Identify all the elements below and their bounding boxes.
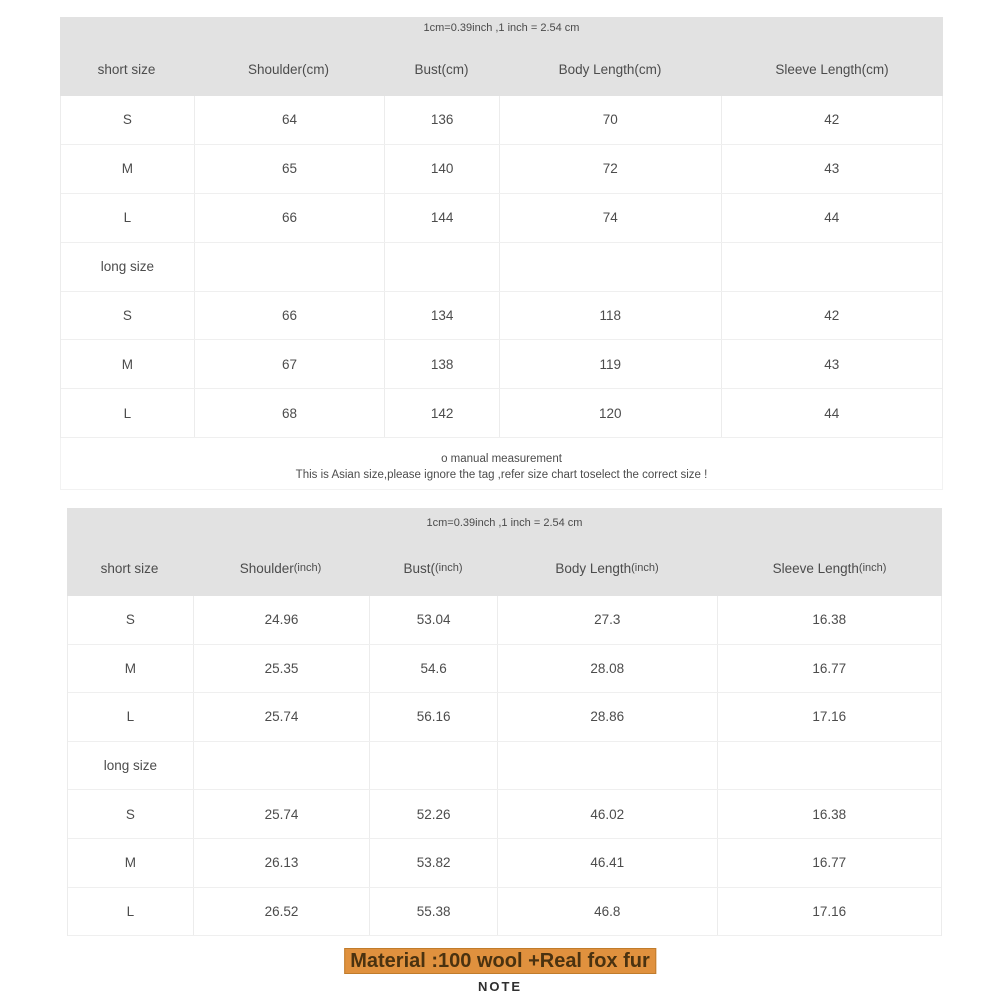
size-cell: long size (100, 259, 154, 275)
material-label: Material :100 wool +Real fox fur (344, 948, 656, 974)
footnote-measurement: o manual measurement (441, 453, 562, 466)
column-header (497, 545, 717, 591)
column-header (717, 545, 942, 591)
measurement-cell: 46.02 (497, 790, 717, 838)
measurement-cell: 25.74 (193, 790, 370, 838)
column-header-unit: (cm) (634, 61, 662, 77)
size-cell: S (122, 308, 132, 323)
measurement-cell: 54.6 (369, 645, 497, 693)
column-header-label: Sleeve Length (772, 560, 859, 576)
conversion-note: 1cm=0.39inch ,1 inch = 2.54 cm (423, 22, 580, 34)
table-header-cm (60, 17, 943, 96)
measurement-cell: 44 (721, 194, 943, 242)
table-row (68, 742, 941, 791)
measurement-cell: 67 (194, 340, 385, 388)
column-header-label: Shoulder (247, 61, 303, 77)
table-row (68, 693, 941, 742)
table-row (68, 596, 941, 645)
measurement-cell: 74 (499, 194, 721, 242)
size-cell: L (126, 903, 135, 919)
table-row (61, 96, 942, 145)
column-header-label: Sleeve Length (775, 61, 862, 77)
table-body-cm (60, 96, 943, 438)
size-cell: S (125, 806, 135, 822)
table-row (61, 145, 942, 194)
measurement-cell: 28.08 (497, 645, 717, 693)
measurement-cell: 28.86 (497, 693, 717, 741)
column-header-unit: (cm) (302, 61, 330, 77)
measurement-cell: 17.16 (717, 693, 941, 741)
table-row (68, 645, 941, 694)
table-footnotes (60, 438, 943, 490)
column-header-label: Body Length (555, 560, 632, 576)
size-cell: long size (103, 758, 157, 774)
column-header-row (60, 46, 943, 92)
measurement-cell: 43 (721, 340, 943, 388)
column-header-label: Shoulder (239, 560, 294, 576)
measurement-cell: 24.96 (193, 596, 370, 644)
measurement-cell: 16.38 (717, 790, 941, 838)
measurement-cell: 66 (194, 292, 385, 340)
column-header (60, 46, 193, 92)
table-header-inch (67, 508, 942, 596)
measurement-cell (499, 243, 721, 291)
measurement-cell: 25.35 (193, 645, 370, 693)
measurement-cell: 120 (499, 389, 721, 437)
size-cell: M (121, 161, 133, 177)
measurement-cell (497, 742, 717, 790)
measurement-cell: 17.16 (717, 888, 941, 936)
size-cell: S (125, 612, 135, 628)
column-header (721, 46, 943, 92)
measurement-cell: 42 (721, 96, 943, 144)
measurement-cell: 52.26 (369, 790, 497, 838)
measurement-cell: 56.16 (369, 693, 497, 741)
column-header-label: short size (97, 61, 156, 77)
table-row (61, 194, 942, 243)
measurement-cell: 138 (384, 340, 499, 388)
column-header-unit: (inch) (435, 562, 463, 574)
note-label-clipped (477, 978, 523, 994)
column-header (193, 46, 384, 92)
size-cell: S (122, 112, 132, 128)
measurement-cell (194, 243, 385, 291)
table-row (68, 888, 941, 937)
size-cell: M (121, 356, 133, 372)
column-header-label: Bust( (403, 560, 435, 576)
column-header-unit: (cm) (861, 61, 889, 77)
size-cell: L (123, 210, 132, 226)
measurement-cell: 134 (384, 292, 499, 340)
column-header-label: short size (100, 560, 159, 576)
measurement-cell (384, 243, 499, 291)
measurement-cell: 46.8 (497, 888, 717, 936)
column-header-label: Bust (414, 61, 442, 77)
measurement-cell: 65 (194, 145, 385, 193)
measurement-cell: 144 (384, 194, 499, 242)
measurement-cell: 27.3 (497, 596, 717, 644)
column-header-unit: (inch) (858, 562, 887, 574)
column-header (369, 545, 497, 591)
column-header (192, 545, 369, 591)
measurement-cell: 26.13 (193, 839, 370, 887)
table-row (61, 389, 942, 438)
column-header-row (67, 545, 942, 591)
table-body-inch (67, 596, 942, 936)
measurement-cell: 119 (499, 340, 721, 388)
column-header-unit: (inch) (631, 562, 659, 574)
measurement-cell: 53.82 (369, 839, 497, 887)
measurement-cell (721, 243, 943, 291)
column-header-unit: (cm) (441, 61, 469, 77)
measurement-cell: 136 (384, 96, 499, 144)
column-header-unit: (inch) (293, 562, 322, 574)
measurement-cell: 42 (721, 292, 943, 340)
measurement-cell: 44 (721, 389, 943, 437)
measurement-cell: 70 (499, 96, 721, 144)
size-cell: M (124, 660, 136, 676)
measurement-cell (717, 742, 941, 790)
conversion-note: 1cm=0.39inch ,1 inch = 2.54 cm (426, 517, 583, 529)
size-cell: L (126, 709, 135, 725)
column-header (384, 46, 499, 92)
measurement-cell (193, 742, 370, 790)
column-header-label: Body Length (558, 61, 635, 77)
measurement-cell: 118 (499, 292, 721, 340)
table-row (68, 839, 941, 888)
table-row (68, 790, 941, 839)
measurement-cell: 43 (721, 145, 943, 193)
table-row (61, 340, 942, 389)
measurement-cell: 72 (499, 145, 721, 193)
measurement-cell: 53.04 (369, 596, 497, 644)
measurement-cell (369, 742, 497, 790)
measurement-cell: 16.77 (717, 645, 941, 693)
column-header (67, 545, 192, 591)
measurement-cell: 16.77 (717, 839, 941, 887)
size-cell: M (124, 855, 136, 871)
table-row (61, 243, 942, 292)
measurement-cell: 26.52 (193, 888, 370, 936)
measurement-cell: 46.41 (497, 839, 717, 887)
column-header (499, 46, 721, 92)
measurement-cell: 142 (384, 389, 499, 437)
footnote-asian-size: This is Asian size,please ignore the tag ,refer size chart toselect the correct size ! (295, 469, 708, 482)
measurement-cell: 140 (384, 145, 499, 193)
size-table-cm (60, 17, 943, 490)
measurement-cell: 55.38 (369, 888, 497, 936)
measurement-cell: 64 (194, 96, 385, 144)
measurement-cell: 25.74 (193, 693, 370, 741)
size-cell: L (123, 405, 132, 421)
note-label: NOTE (477, 979, 523, 994)
table-row (61, 292, 942, 341)
measurement-cell: 16.38 (717, 596, 941, 644)
size-table-inch (67, 508, 942, 936)
measurement-cell: 66 (194, 194, 385, 242)
measurement-cell: 68 (194, 389, 385, 437)
